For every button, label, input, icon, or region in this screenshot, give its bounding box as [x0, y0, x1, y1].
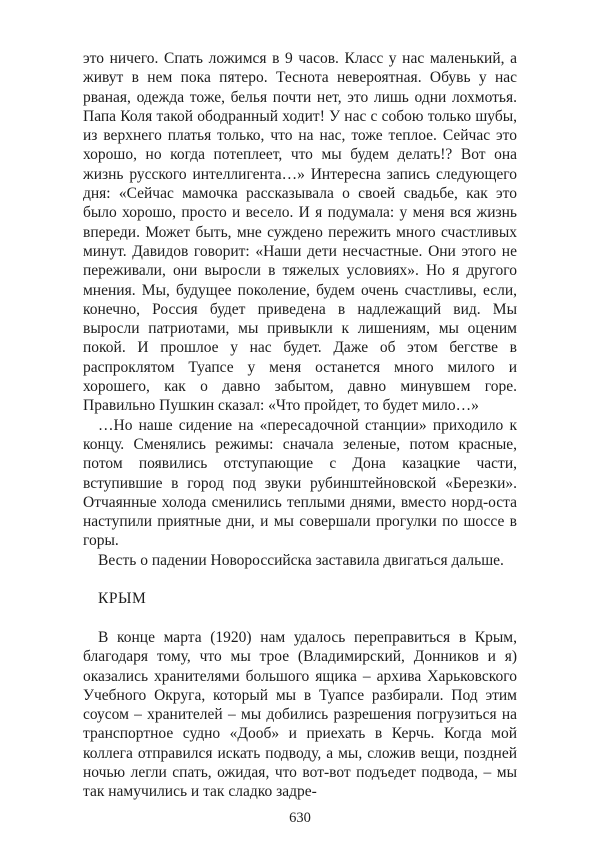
body-text-paragraph: Весть о падении Новороссийска заставила двигаться дальше. — [98, 551, 504, 569]
body-text-paragraph: …Но наше сидение на «пересадочной станции» приходило к концу. Сменялись режимы: сначала зеленые, потом красные, потом появились отступающие с Дона казацкие части, вступившие в город под звуки рубинштейновской «Березки». Отчаянные холода сменились теплыми днями, вместо норд-оста наступили приятные дни, и мы совершали прогулки по шоссе в горы. — [83, 416, 517, 550]
page-number: 630 — [289, 810, 311, 826]
section-heading: КРЫМ — [98, 590, 147, 608]
body-text-paragraph: В конце марта (1920) нам удалось переправиться в Крым, благодаря тому, что мы трое (Владимирский, Донников и я) оказались хранителями большого ящика – архива Харьковского Учебного Округа, который мы в Туапсе разбирали. Под этим соусом – хранителей – мы добились разрешения погрузиться на транспортное судно «Дооб» и приехать в Керчь. Когда мой коллега отправился искать подводу, а мы, сложив вещи, поздней ночью легли спать, ожидая, что вот-вот подъедет подвода, – мы так намучились и так сладко задре- — [83, 628, 517, 801]
body-text-paragraph: это ничего. Спать ложимся в 9 часов. Класс у нас маленький, а живут в нем пока пятеро. Теснота невероятная. Обувь у нас рваная, одежда тоже, белья почти нет, это лишь одни лохмотья. Папа Коля такой ободранный ходит! У нас с собою только шубы, из верхнего платья только, что на нас, тоже теплое. Сейчас это хорошо, но когда потеплеет, что мы будем делать!? Вот она жизнь русского интеллигента…» Интересна запись следующего дня: «Сейчас мамочка рассказывала о своей свадьбе, как это было хорошо, просто и весело. И я подумала: у меня вся жизнь впереди. Может быть, мне суждено пережить много счастливых минут. Давидов говорит: «Наши дети несчастные. Они этого не переживали, они выросли в тяжелых условиях». Но я другого мнения. Мы, будущее поколение, будем очень счастливы, если, конечно, Россия будет приведена в надлежащий вид. Мы выросли патриотами, мы привыкли к лишениям, мы оценим покой. И прошлое у нас будет. Даже об этом бегстве в распроклятом Туапсе у меня останется много милого и хорошего, как о давно забытом, давно минувшем горе. Правильно Пушкин сказал: «Что пройдет, то будет мило…» — [83, 50, 517, 415]
text-block — [83, 49, 517, 802]
